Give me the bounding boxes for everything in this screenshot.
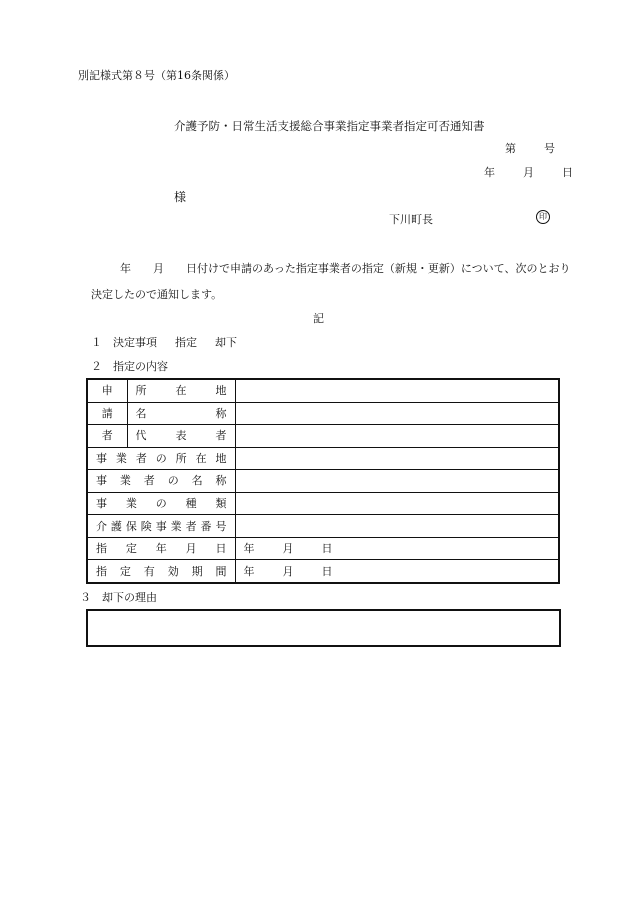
number-go: 号 [544,142,555,155]
designation-date-label: 指定年月日 [87,537,235,560]
applicant-rep-value[interactable] [235,425,559,448]
table-row [87,470,559,493]
issue-date [484,166,573,180]
date-day: 日 [562,166,573,179]
business-type-value[interactable] [235,492,559,515]
body-month: 月 [153,262,164,275]
business-address-value[interactable] [235,447,559,470]
applicant-char: 申 [87,379,127,402]
applicant-name-value[interactable] [235,402,559,425]
designation-date-value[interactable] [235,537,559,560]
day-unit: 日 [321,542,333,556]
validity-period-label: 指定有効期間 [87,560,235,583]
body-year: 年 [120,262,131,275]
section-contents: ２ 指定の内容 [91,360,168,373]
rejection-reason-box[interactable] [86,609,561,647]
decision-label: １ 決定事項 [91,336,157,349]
care-number-value[interactable] [235,515,559,538]
document-title: 介護予防・日常生活支援総合事業指定事業者指定可否通知書 [174,119,485,133]
form-label: 別記様式第８号（第16条関係） [78,69,235,82]
table-row [87,515,559,538]
validity-period-value[interactable] [235,560,559,583]
applicant-name-label: 名称 [127,402,235,425]
body-line-2: 決定したので通知します。 [91,288,223,301]
table-row [87,492,559,515]
applicant-char: 請 [87,402,127,425]
document-number [505,142,555,156]
decision-option-designate: 指定 [175,336,197,349]
business-name-label: 事業者の名称 [87,470,235,493]
table-row [87,379,559,402]
designation-table [86,378,560,584]
table-row [87,560,559,583]
care-number-label: 介護保険事業者番号 [87,515,235,538]
date-year: 年 [484,166,495,179]
sender: 下川町長 [389,213,433,226]
table-row [87,537,559,560]
date-month: 月 [523,166,534,179]
applicant-address-label: 所在地 [127,379,235,402]
month-unit: 月 [282,542,294,556]
decision-option-reject: 却下 [215,336,237,349]
year-unit: 年 [243,564,255,578]
day-unit: 日 [321,564,333,578]
applicant-address-value[interactable] [235,379,559,402]
table-row [87,402,559,425]
business-address-label: 事業者の所在地 [87,447,235,470]
month-unit: 月 [282,564,294,578]
table-row [87,447,559,470]
seal-mark: 印 [536,210,550,224]
addressee-suffix: 様 [174,190,187,204]
ki-heading: 記 [313,312,324,325]
body-text-1: 日付けで申請のあった指定事業者の指定（新規・更新）について、次のとおり [186,262,571,275]
section-rejection-reason: ３ 却下の理由 [80,591,157,604]
business-type-label: 事業の種類 [87,492,235,515]
section-decision [91,336,237,350]
year-unit: 年 [243,542,255,556]
table-row [87,425,559,448]
applicant-char: 者 [87,425,127,448]
number-dai: 第 [505,142,516,155]
body-line-1 [120,262,570,276]
business-name-value[interactable] [235,470,559,493]
applicant-rep-label: 代表者 [127,425,235,448]
